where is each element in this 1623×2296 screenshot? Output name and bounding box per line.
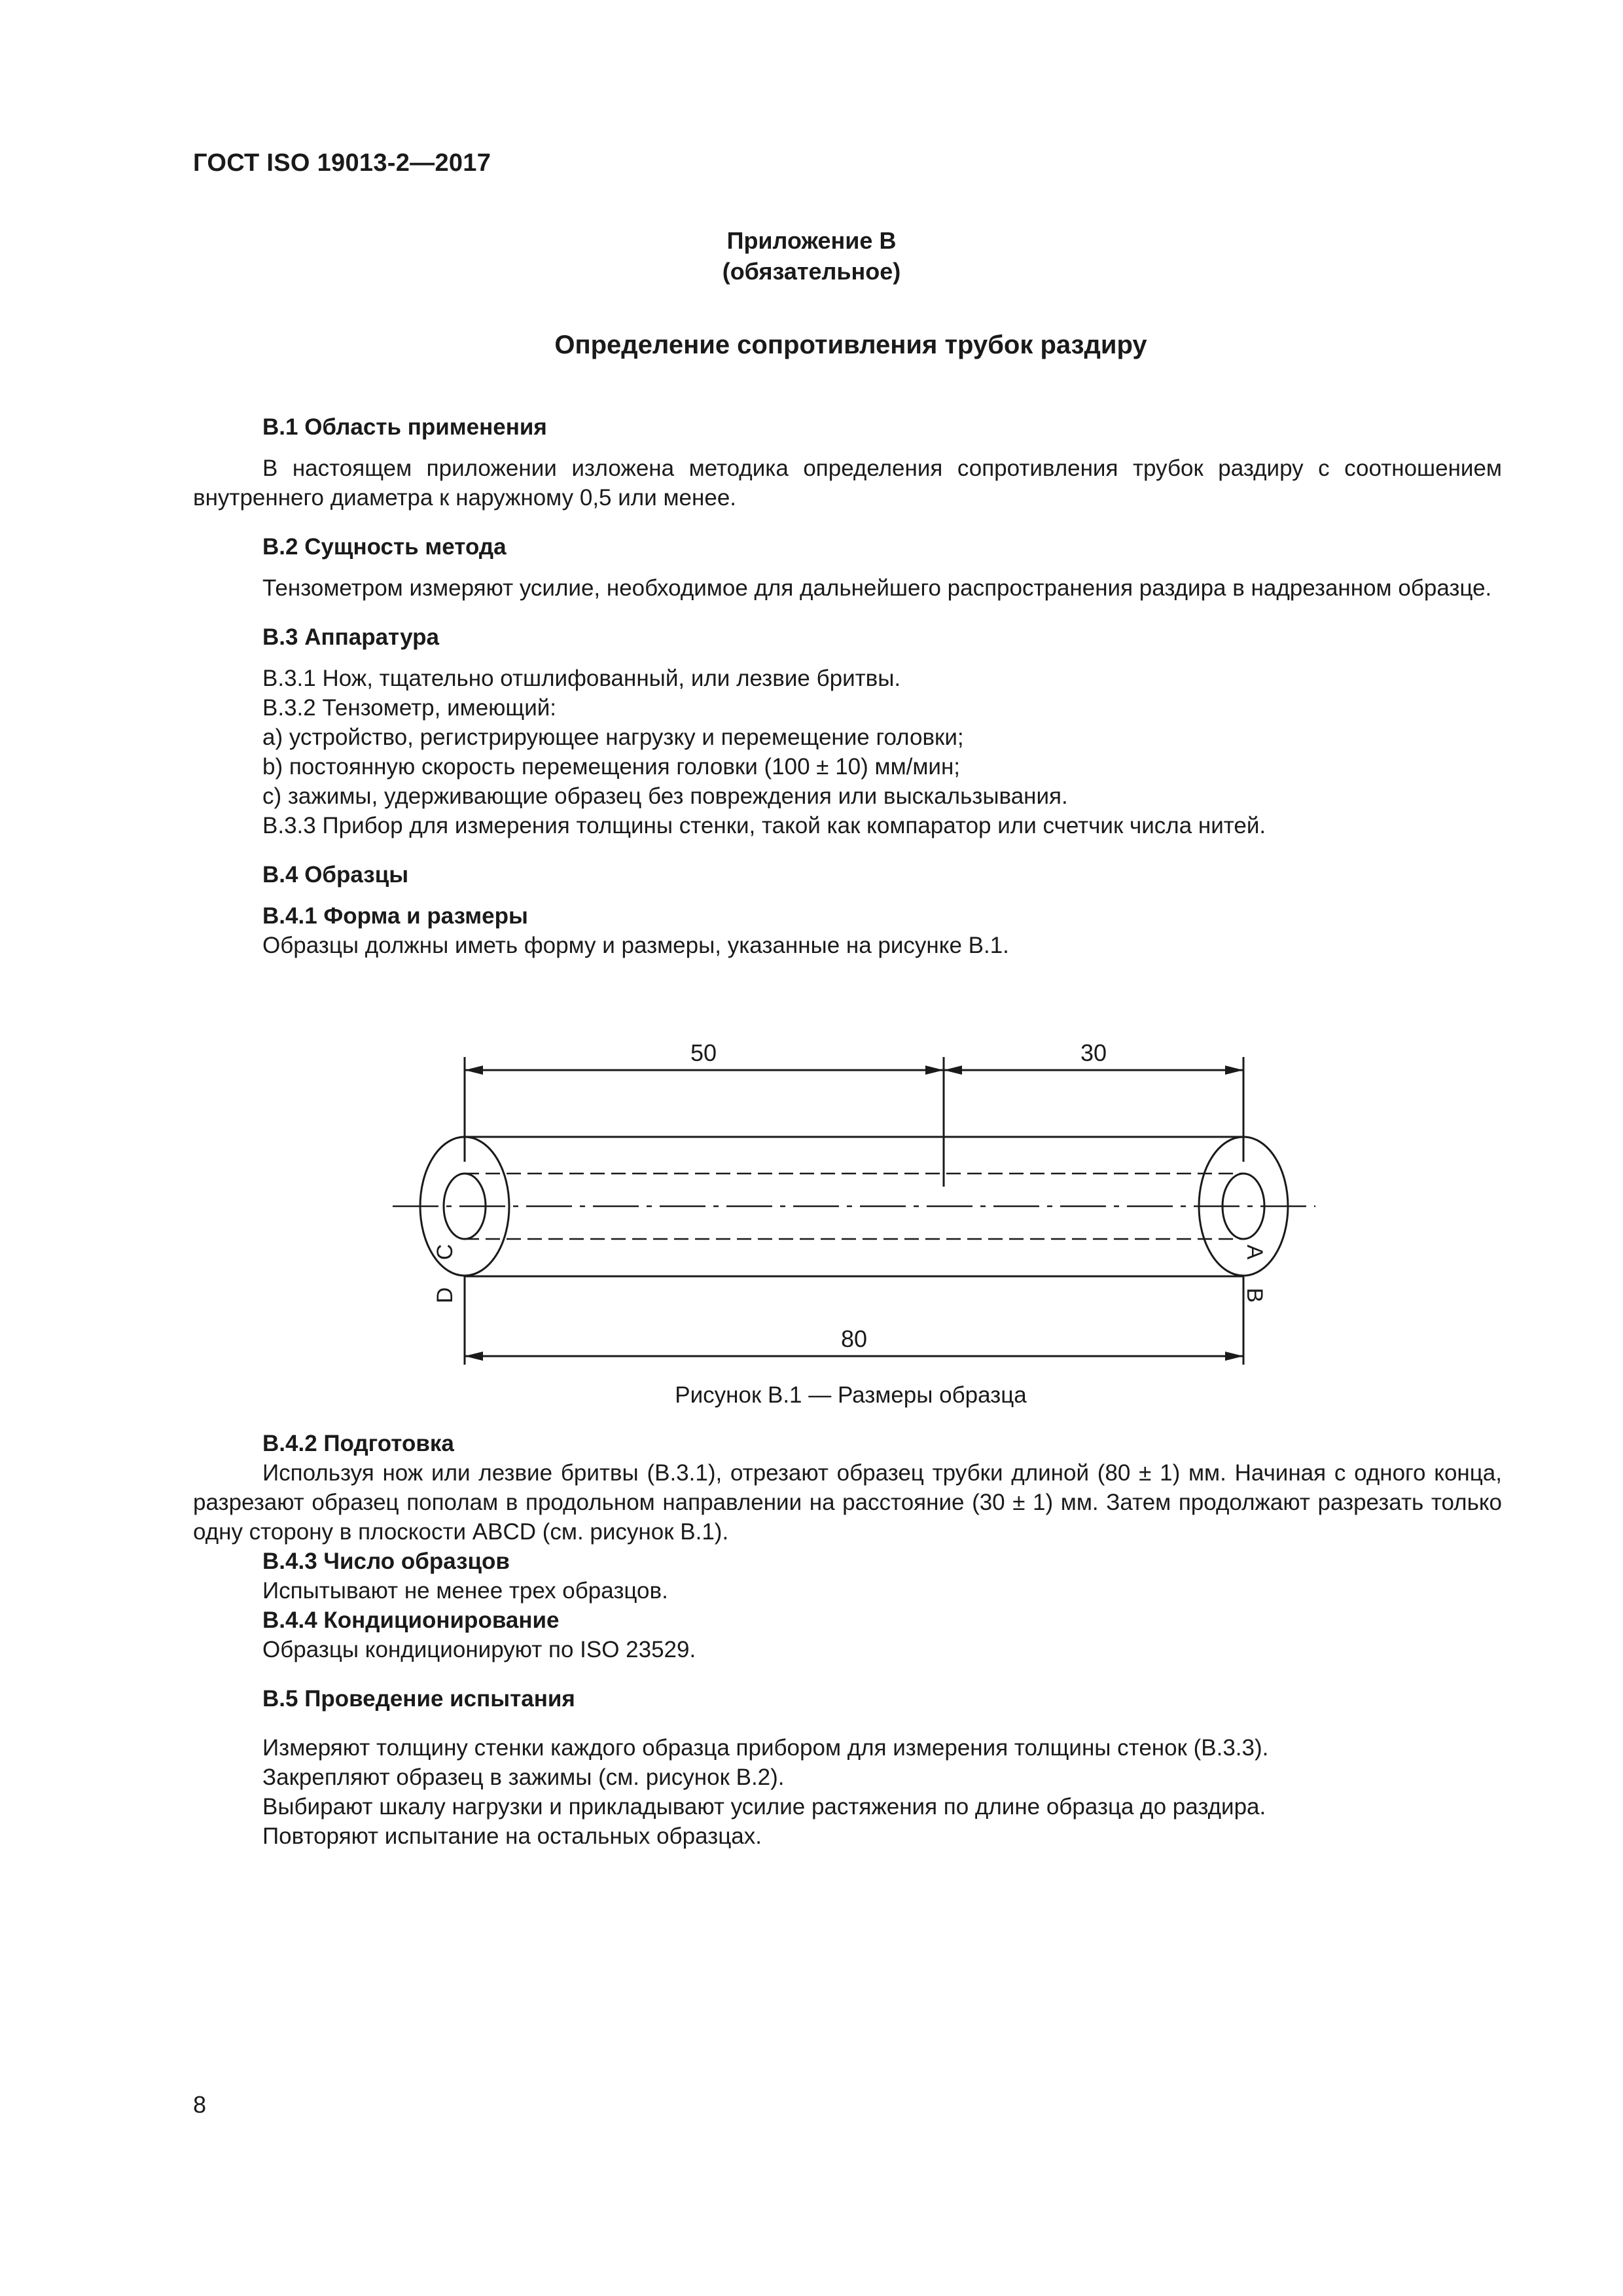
section-b3-heading: В.3 Аппаратура — [262, 624, 439, 650]
annex-title: Приложение В — [726, 227, 897, 254]
content-upper — [193, 412, 1502, 960]
point-label-b: B — [1242, 1287, 1267, 1303]
section-b1-heading: В.1 Область применения — [262, 414, 547, 440]
dimension-label-80: 80 — [840, 1325, 868, 1352]
arrowhead — [1225, 1352, 1243, 1361]
arrowhead — [1225, 1066, 1243, 1075]
section-b3-line: В.3.1 Нож, тщательно отшлифованный, или лезвие бритвы. — [262, 666, 901, 691]
point-label-a: A — [1242, 1244, 1267, 1260]
dimension-label-50: 50 — [690, 1039, 717, 1066]
main-title: Определение сопротивления трубок раздиру — [554, 331, 1147, 359]
section-b41-heading: В.4.1 Форма и размеры — [262, 903, 528, 929]
section-b3-line: b) постоянную скорость перемещения головки (100 ± 10) мм/мин; — [262, 754, 961, 780]
figure-b1-specimen-drawing — [366, 1031, 1322, 1384]
section-b3-line: a) устройство, регистрирующее нагрузку и перемещение головки; — [262, 725, 964, 750]
section-b44-text: Образцы кондиционируют по ISO 23529. — [262, 1637, 696, 1662]
content-lower — [193, 1429, 1502, 1851]
section-b43-heading: В.4.3 Число образцов — [262, 1549, 510, 1574]
section-b5-line: Выбирают шкалу нагрузки и прикладывают усилие растяжения по длине образца до раздира. — [262, 1794, 1266, 1820]
annex-status: (обязательное) — [722, 258, 901, 285]
section-b3-line: В.3.3 Прибор для измерения толщины стенки, такой как компаратор или счетчик числа нитей. — [262, 813, 1266, 838]
section-b2-text: Тензометром измеряют усилие, необходимое для дальнейшего распространения раздира в надрезанном образце. — [262, 575, 1492, 601]
section-b2-heading: В.2 Сущность метода — [262, 534, 507, 560]
arrowhead — [465, 1352, 483, 1361]
arrowhead — [944, 1066, 962, 1075]
section-b41-text: Образцы должны иметь форму и размеры, указанные на рисунке В.1. — [262, 933, 1009, 958]
document-header: ГОСТ ISO 19013-2—2017 — [193, 149, 491, 177]
section-b5-line: Закрепляют образец в зажимы (см. рисунок В.2). — [262, 1765, 785, 1790]
section-b42-text: Используя нож или лезвие бритвы (В.3.1), отрезают образец трубки длиной (80 ± 1) мм. Начиная с одного конца, разрезают образец пополам в продольном направлении на расстояние (30 ± 1) мм. Затем продолжают разрезать только одну сторону в плоскости ABCD (см. рисунок В.1). — [193, 1460, 1502, 1545]
page-number: 8 — [193, 2091, 207, 2118]
figure-caption: Рисунок В.1 — Размеры образца — [675, 1382, 1027, 1408]
arrowhead — [465, 1066, 483, 1075]
dimension-label-30: 30 — [1080, 1039, 1107, 1066]
point-label-d: D — [433, 1287, 457, 1304]
point-label-c: C — [433, 1244, 457, 1261]
section-b44-heading: В.4.4 Кондиционирование — [262, 1607, 560, 1633]
section-b3-line: В.3.2 Тензометр, имеющий: — [262, 695, 557, 721]
section-b1-text: В настоящем приложении изложена методика определения сопротивления трубок раздиру с соотношением внутреннего диаметра к наружному 0,5 или менее. — [193, 456, 1502, 511]
section-b43-text: Испытывают не менее трех образцов. — [262, 1578, 668, 1604]
section-b42-heading: В.4.2 Подготовка — [262, 1431, 454, 1456]
section-b3-line: c) зажимы, удерживающие образец без повреждения или выскальзывания. — [262, 783, 1068, 809]
arrowhead — [925, 1066, 944, 1075]
section-b5-line: Измеряют толщину стенки каждого образца прибором для измерения толщины стенок (В.3.3). — [262, 1735, 1269, 1761]
section-b4-heading: В.4 Образцы — [262, 862, 409, 888]
section-b5-line: Повторяют испытание на остальных образцах. — [262, 1823, 762, 1849]
section-b5-heading: В.5 Проведение испытания — [262, 1686, 575, 1712]
